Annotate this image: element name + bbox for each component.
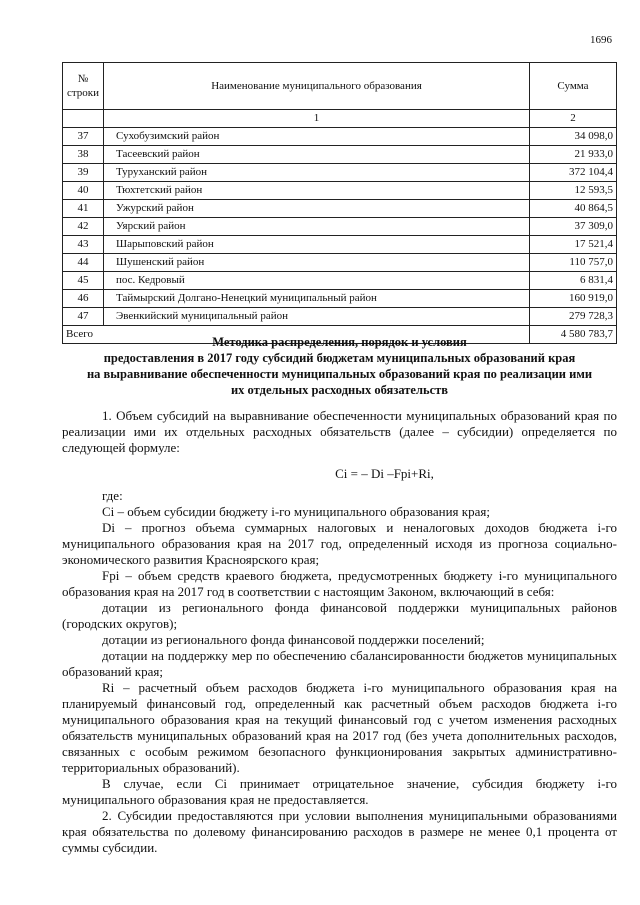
paragraph-2: 2. Субсидии предоставляются при условии выполнения муниципальными образованиями края обязательства по долевому финансированию расходов в размере не менее 0,1 процента от суммы субсидии.	[62, 808, 617, 855]
definition-ri: Ri – расчетный объем расходов бюджета i-го муниципального образования края на планируемый финансовый год, определенный как расчетный объем расходов бюджета i-го муниципального образования края на текущий финансовый год с учетом изменения расходных обязательств муниципальных образований края на 2017 год (без учета дополнительных расходов, связанных с особым режимом безопасного функционирования закрытых административно-территориальных образований).	[62, 680, 617, 775]
table-row	[63, 254, 617, 272]
header-sum: Сумма	[530, 63, 617, 110]
row-name: Ужурский район	[104, 200, 530, 218]
row-name: Тасеевский район	[104, 146, 530, 164]
page-number: 1696	[590, 34, 612, 46]
table-row	[63, 128, 617, 146]
row-sum: 21 933,0	[530, 146, 617, 164]
row-name: Сухобузимский район	[104, 128, 530, 146]
row-sum: 40 864,5	[530, 200, 617, 218]
definition-fpi: Fpi – объем средств краевого бюджета, предусмотренных бюджету i-го муниципального образования края на 2017 год в соответствии с настоящим Законом, включающий в себя:	[62, 568, 617, 599]
row-number: 44	[63, 254, 104, 272]
table-row	[63, 290, 617, 308]
subsidy-formula: Ci = – Di –Fpi+Ri,	[335, 466, 434, 481]
row-sum: 6 831,4	[530, 272, 617, 290]
subsidy-table	[62, 62, 617, 344]
paragraph-1: 1. Объем субсидий на выравнивание обеспеченности муниципальных образований края по реализации ими их отдельных расходных обязательств (далее – субсидии) определяется по следующей формуле:	[62, 408, 617, 455]
where-label: где:	[102, 488, 123, 503]
row-number: 45	[63, 272, 104, 290]
index-sum-cell: 2	[530, 110, 617, 128]
row-sum: 17 521,4	[530, 236, 617, 254]
row-name: Туруханский район	[104, 164, 530, 182]
methodology-heading	[62, 334, 617, 398]
header-row-number: № строки	[63, 63, 104, 110]
row-sum: 110 757,0	[530, 254, 617, 272]
row-sum: 34 098,0	[530, 128, 617, 146]
row-number: 42	[63, 218, 104, 236]
negative-value-note: В случае, если Ci принимает отрицательное значение, субсидия бюджету i-го муниципального образования края не предоставляется.	[62, 776, 617, 807]
heading-line-3: на выравнивание обеспеченности муниципальных образований края по реализации ими	[86, 367, 593, 381]
row-sum: 12 593,5	[530, 182, 617, 200]
methodology-body	[62, 408, 617, 856]
table-row	[63, 272, 617, 290]
index-empty-cell	[63, 110, 104, 128]
dotation-item-1: дотации из регионального фонда финансовой поддержки муниципальных районов (городских округов);	[62, 600, 617, 631]
row-number: 46	[63, 290, 104, 308]
table-row	[63, 200, 617, 218]
row-number: 40	[63, 182, 104, 200]
row-sum: 279 728,3	[530, 308, 617, 326]
table-row	[63, 236, 617, 254]
row-sum: 160 919,0	[530, 290, 617, 308]
table-row	[63, 164, 617, 182]
definition-di: Di – прогноз объема суммарных налоговых и неналоговых доходов бюджета i-го муниципального образования края на 2017 год, определенный исходя из прогноза социально-экономического развития Красноярского края;	[62, 520, 617, 567]
row-name: пос. Кедровый	[104, 272, 530, 290]
row-name: Таймырский Долгано-Ненецкий муниципальный район	[104, 290, 530, 308]
table-row	[63, 308, 617, 326]
dotation-item-2: дотации из регионального фонда финансовой поддержки поселений;	[102, 632, 485, 647]
heading-line-4: их отдельных расходных обязательств	[230, 383, 449, 397]
row-name: Шарыповский район	[104, 236, 530, 254]
table-row	[63, 218, 617, 236]
row-number: 41	[63, 200, 104, 218]
index-name-cell: 1	[104, 110, 530, 128]
row-number: 47	[63, 308, 104, 326]
total-sum: 4 580 783,7	[530, 326, 617, 344]
row-name: Эвенкийский муниципальный район	[104, 308, 530, 326]
row-sum: 37 309,0	[530, 218, 617, 236]
heading-line-2: предоставления в 2017 году субсидий бюджетам муниципальных образований края	[103, 351, 576, 365]
total-label: Всего	[63, 326, 530, 344]
row-sum: 372 104,4	[530, 164, 617, 182]
header-municipality-name: Наименование муниципального образования	[104, 63, 530, 110]
row-number: 39	[63, 164, 104, 182]
row-number: 43	[63, 236, 104, 254]
row-name: Шушенский район	[104, 254, 530, 272]
definition-ci: Ci – объем субсидии бюджету i-го муниципального образования края;	[102, 504, 490, 519]
table-row	[63, 146, 617, 164]
row-name: Тюхтетский район	[104, 182, 530, 200]
table-column-index-row	[63, 110, 617, 128]
table-row	[63, 182, 617, 200]
table-header-row	[63, 63, 617, 110]
row-name: Уярский район	[104, 218, 530, 236]
row-number: 38	[63, 146, 104, 164]
heading-line-1: Методика распределения, порядок и условия	[212, 335, 467, 349]
row-number: 37	[63, 128, 104, 146]
dotation-item-3: дотации на поддержку мер по обеспечению сбалансированности бюджетов муниципальных образований края;	[62, 648, 617, 679]
